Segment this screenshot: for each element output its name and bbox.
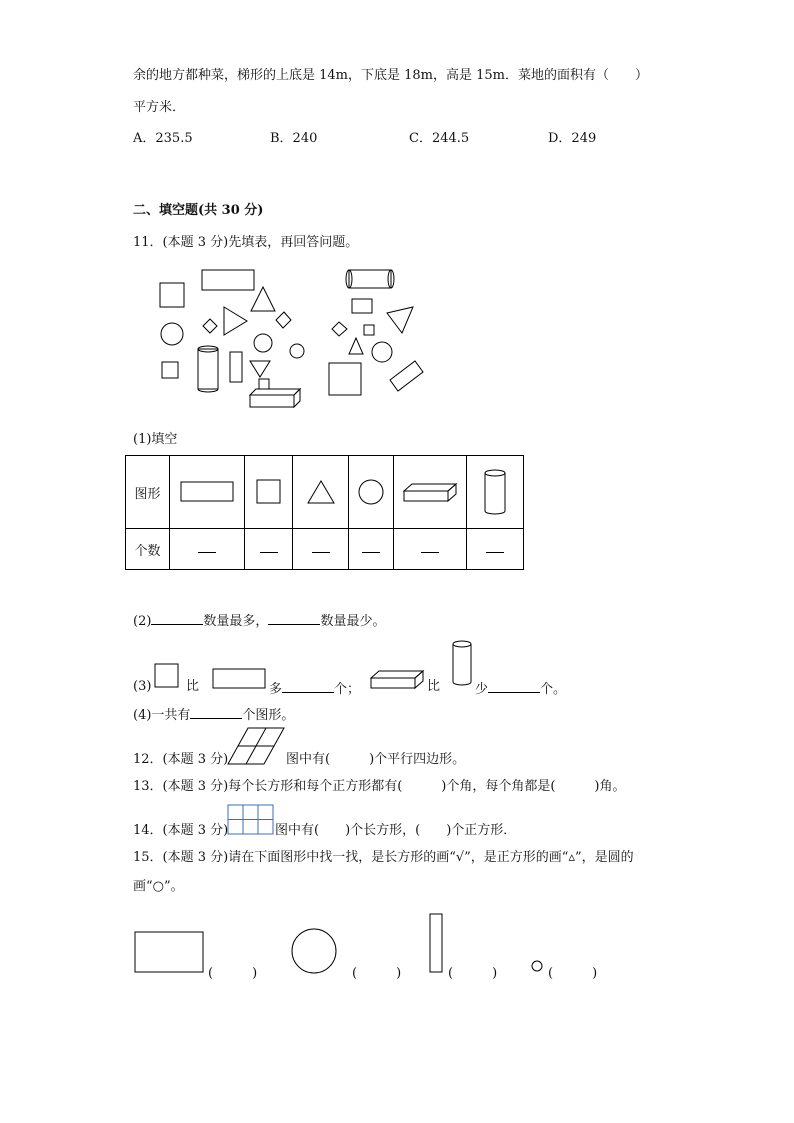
q11-part3-prefix: (3)	[133, 679, 152, 694]
q11-shape-cluster-right	[320, 265, 430, 405]
q12-text: 图中有( )个平行四边形。	[286, 752, 466, 767]
section-title: 二、填空题(共 30 分)	[133, 203, 264, 218]
tall-rectangle-shape	[429, 913, 445, 975]
square-shape	[160, 283, 184, 307]
triangle-shape	[224, 307, 247, 335]
triangle-shape	[349, 338, 363, 354]
diamond-shape	[203, 319, 217, 333]
rectangle-shape	[202, 270, 254, 290]
q11-part3-more: 多 个；	[269, 682, 361, 697]
rectangle-shape	[212, 668, 266, 690]
table-row-label-shape: 图形	[126, 456, 170, 529]
q11-part2: (2) 数量最多， 数量最少。	[133, 614, 386, 629]
q15-answer-2[interactable]: ( )	[352, 966, 402, 981]
count-cell-cylinder[interactable]	[467, 529, 524, 570]
answer-blank[interactable]	[268, 612, 320, 625]
q13-text: 13．(本题 3 分)每个长方形和每个正方形都有( )个角，每个角都是( )角。	[133, 779, 626, 794]
count-cell-square[interactable]	[245, 529, 293, 570]
triangle-shape	[387, 307, 413, 333]
table-header-rectangle	[170, 456, 245, 529]
rectangle-shape	[230, 352, 242, 382]
circle-shape	[357, 478, 385, 506]
q10-option-c[interactable]: C．244.5	[409, 131, 470, 146]
q10-option-b[interactable]: B．240	[270, 131, 318, 146]
rectangle-shape-tilted	[390, 361, 423, 391]
table-header-cuboid	[394, 456, 467, 529]
q10-option-a[interactable]: A．235.5	[133, 131, 193, 146]
q15-line2: 画“○”。	[133, 879, 184, 894]
q14-label: 14．(本题 3 分)	[133, 823, 229, 838]
q15-answer-1[interactable]: ( )	[208, 966, 258, 981]
q11-part3-bi: 比	[186, 679, 200, 694]
count-cell-circle[interactable]	[349, 529, 394, 570]
q10-option-d[interactable]: D．249	[548, 131, 597, 146]
table-header-square	[245, 456, 293, 529]
cuboid-shape	[369, 668, 425, 690]
table-header-circle	[349, 456, 394, 529]
table-header-cylinder	[467, 456, 524, 529]
table-row-label-count: 个数	[126, 529, 170, 570]
cylinder-shape	[483, 468, 507, 516]
square-shape	[329, 363, 361, 395]
diamond-shape	[332, 322, 347, 336]
answer-blank[interactable]	[488, 680, 540, 693]
triangle-shape	[306, 479, 336, 505]
rectangle-shape	[180, 481, 234, 503]
square-shape	[259, 379, 269, 389]
diamond-shape	[276, 312, 291, 328]
q11-stem: 11．(本题 3 分)先填表，再回答问题。	[133, 235, 359, 250]
q15-line1: 15．(本题 3 分)请在下面图形中找一找，是长方形的画“√”，是正方形的画“▵”，是圆的	[133, 850, 634, 865]
square-shape	[162, 362, 178, 378]
count-cell-cuboid[interactable]	[394, 529, 467, 570]
circle-shape	[161, 323, 183, 345]
cuboid-top	[250, 389, 300, 395]
rectangle-shape	[364, 325, 374, 335]
q11-part3-less: 少 个。	[475, 682, 567, 697]
rectangle-shape	[134, 931, 206, 975]
cylinder-body	[349, 270, 391, 288]
q11-fill-table	[125, 455, 524, 570]
q15-answer-4[interactable]: ( )	[548, 966, 598, 981]
count-cell-rectangle[interactable]	[170, 529, 245, 570]
cylinder-shape	[451, 640, 473, 688]
square-shape	[256, 479, 282, 505]
q15-answer-3[interactable]: ( )	[448, 966, 498, 981]
parallelogram-figure	[228, 726, 286, 766]
circle-shape	[254, 334, 272, 352]
q12-label: 12．(本题 3 分)	[133, 752, 229, 767]
answer-blank[interactable]	[190, 706, 242, 719]
small-circle-shape	[531, 960, 545, 974]
cuboid-side	[294, 389, 300, 407]
q11-part1-label: (1)填空	[133, 432, 178, 447]
cuboid-shape	[402, 481, 458, 503]
q10-line1: 余的地方都种菜，梯形的上底是 14m，下底是 18m，高是 15m．菜地的面积有（ ）	[133, 68, 649, 83]
grid-rectangle-figure	[227, 804, 275, 836]
cylinder-body	[198, 349, 218, 389]
q10-line2: 平方米．	[133, 100, 186, 115]
q11-part3-bi2: 比	[427, 679, 441, 694]
count-cell-triangle[interactable]	[293, 529, 349, 570]
circle-shape	[290, 927, 340, 977]
table-header-triangle	[293, 456, 349, 529]
triangle-shape	[251, 287, 275, 311]
q11-part4: (4)一共有 个图形。	[133, 708, 295, 723]
answer-blank[interactable]	[151, 612, 203, 625]
triangle-shape	[250, 361, 270, 377]
circle-shape	[372, 342, 392, 362]
circle-shape	[290, 344, 304, 358]
answer-blank[interactable]	[282, 680, 334, 693]
rectangle-shape	[352, 299, 372, 313]
q14-text: 图中有( )个长方形，( )个正方形．	[275, 823, 517, 838]
square-shape	[154, 663, 180, 689]
cuboid-front	[250, 395, 294, 407]
